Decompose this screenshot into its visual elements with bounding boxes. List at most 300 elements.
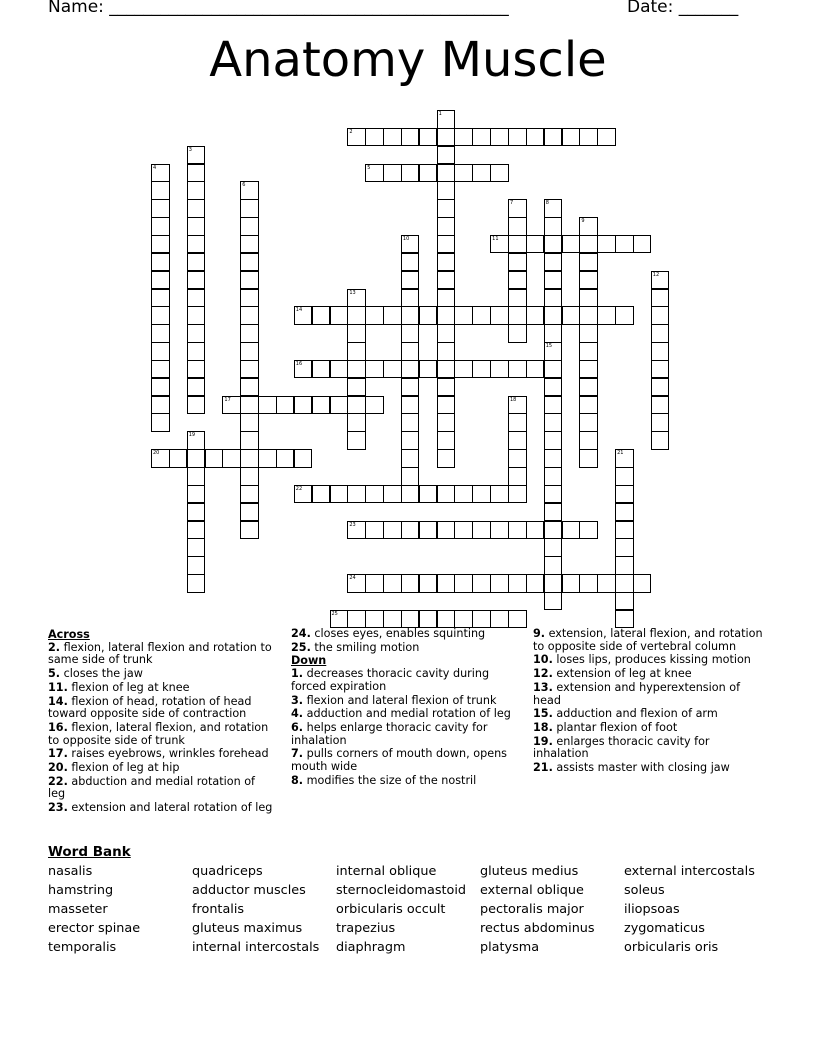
crossword-cell[interactable] bbox=[187, 538, 206, 557]
crossword-cell[interactable] bbox=[401, 306, 420, 325]
crossword-cell[interactable] bbox=[454, 610, 473, 629]
crossword-cell[interactable] bbox=[437, 324, 456, 343]
crossword-cell[interactable] bbox=[615, 610, 634, 629]
crossword-cell[interactable] bbox=[544, 342, 563, 361]
crossword-cell[interactable] bbox=[579, 253, 598, 272]
crossword-cell[interactable] bbox=[401, 449, 420, 468]
crossword-cell[interactable] bbox=[651, 306, 670, 325]
crossword-cell[interactable] bbox=[151, 396, 170, 415]
crossword-cell[interactable] bbox=[240, 271, 259, 290]
crossword-cell[interactable] bbox=[330, 485, 349, 504]
crossword-cell[interactable] bbox=[294, 306, 313, 325]
crossword-cell[interactable] bbox=[526, 574, 545, 593]
crossword-cell[interactable] bbox=[347, 396, 366, 415]
crossword-cell[interactable] bbox=[294, 485, 313, 504]
crossword-cell[interactable] bbox=[365, 164, 384, 183]
crossword-cell[interactable] bbox=[294, 449, 313, 468]
crossword-cell[interactable] bbox=[472, 521, 491, 540]
crossword-cell[interactable] bbox=[544, 378, 563, 397]
crossword-cell[interactable] bbox=[187, 396, 206, 415]
crossword-cell[interactable] bbox=[347, 431, 366, 450]
crossword-cell[interactable] bbox=[258, 449, 277, 468]
crossword-cell[interactable] bbox=[544, 199, 563, 218]
crossword-cell[interactable] bbox=[490, 485, 509, 504]
crossword-cell[interactable] bbox=[383, 521, 402, 540]
crossword-cell[interactable] bbox=[187, 342, 206, 361]
crossword-cell[interactable] bbox=[151, 449, 170, 468]
crossword-cell[interactable] bbox=[579, 378, 598, 397]
crossword-cell[interactable] bbox=[615, 592, 634, 611]
crossword-cell[interactable] bbox=[365, 485, 384, 504]
crossword-cell[interactable] bbox=[579, 521, 598, 540]
crossword-cell[interactable] bbox=[544, 413, 563, 432]
crossword-cell[interactable] bbox=[401, 574, 420, 593]
across-clue: 14. flexion of head, rotation of head toward opposite side of contraction bbox=[48, 694, 252, 721]
crossword-cell[interactable] bbox=[615, 538, 634, 557]
crossword-cell[interactable] bbox=[419, 360, 438, 379]
crossword-cell[interactable] bbox=[240, 253, 259, 272]
crossword-cell[interactable] bbox=[187, 467, 206, 486]
crossword-cell[interactable] bbox=[365, 610, 384, 629]
crossword-cell[interactable] bbox=[579, 413, 598, 432]
crossword-cell[interactable] bbox=[401, 396, 420, 415]
crossword-cell[interactable] bbox=[187, 306, 206, 325]
crossword-cell[interactable] bbox=[508, 485, 527, 504]
crossword-cell[interactable] bbox=[579, 128, 598, 147]
crossword-cell[interactable] bbox=[258, 396, 277, 415]
crossword-cell[interactable] bbox=[401, 128, 420, 147]
crossword-cell[interactable] bbox=[347, 574, 366, 593]
crossword-cell[interactable] bbox=[240, 378, 259, 397]
crossword-cell[interactable] bbox=[579, 342, 598, 361]
crossword-cell[interactable] bbox=[401, 521, 420, 540]
crossword-cell[interactable] bbox=[490, 521, 509, 540]
crossword-cell[interactable] bbox=[490, 574, 509, 593]
crossword-cell[interactable] bbox=[419, 128, 438, 147]
crossword-cell[interactable] bbox=[651, 324, 670, 343]
crossword-cell[interactable] bbox=[544, 449, 563, 468]
crossword-cell[interactable] bbox=[151, 199, 170, 218]
crossword-cell[interactable] bbox=[544, 128, 563, 147]
crossword-cell[interactable] bbox=[615, 521, 634, 540]
across-heading: Across bbox=[48, 628, 90, 641]
crossword-cell[interactable] bbox=[454, 521, 473, 540]
crossword-cell[interactable] bbox=[437, 449, 456, 468]
crossword-cell[interactable] bbox=[347, 521, 366, 540]
crossword-cell[interactable] bbox=[151, 253, 170, 272]
crossword-cell[interactable] bbox=[419, 574, 438, 593]
crossword-cell[interactable] bbox=[365, 396, 384, 415]
crossword-cell[interactable] bbox=[401, 610, 420, 629]
crossword-cell[interactable] bbox=[437, 378, 456, 397]
crossword-cell[interactable] bbox=[294, 360, 313, 379]
crossword-cell[interactable] bbox=[294, 396, 313, 415]
crossword-cell[interactable] bbox=[187, 217, 206, 236]
crossword-cell[interactable] bbox=[437, 431, 456, 450]
crossword-cell[interactable] bbox=[579, 217, 598, 236]
crossword-cell[interactable] bbox=[544, 431, 563, 450]
down-clue: 12. extension of leg at knee bbox=[533, 667, 692, 681]
crossword-cell[interactable] bbox=[508, 360, 527, 379]
crossword-cell[interactable] bbox=[508, 324, 527, 343]
crossword-cell[interactable] bbox=[347, 324, 366, 343]
crossword-cell[interactable] bbox=[615, 485, 634, 504]
crossword-cell[interactable] bbox=[544, 503, 563, 522]
crossword-cell[interactable] bbox=[544, 253, 563, 272]
crossword-cell[interactable] bbox=[437, 413, 456, 432]
crossword-cell[interactable] bbox=[508, 467, 527, 486]
crossword-cell[interactable] bbox=[454, 485, 473, 504]
crossword-cell[interactable] bbox=[187, 181, 206, 200]
crossword-cell[interactable] bbox=[544, 556, 563, 575]
crossword-cell[interactable] bbox=[437, 253, 456, 272]
clue-number: 7 bbox=[510, 200, 514, 207]
crossword-cell[interactable] bbox=[472, 574, 491, 593]
clue-number: 16 bbox=[295, 360, 303, 367]
crossword-cell[interactable] bbox=[508, 413, 527, 432]
crossword-cell[interactable] bbox=[472, 128, 491, 147]
crossword-cell[interactable] bbox=[240, 396, 259, 415]
clue-number: 15 bbox=[545, 343, 553, 350]
crossword-cell[interactable] bbox=[187, 199, 206, 218]
crossword-cell[interactable] bbox=[651, 378, 670, 397]
crossword-cell[interactable] bbox=[383, 610, 402, 629]
crossword-cell[interactable] bbox=[187, 378, 206, 397]
crossword-cell[interactable] bbox=[615, 449, 634, 468]
crossword-cell[interactable] bbox=[437, 146, 456, 165]
crossword-cell[interactable] bbox=[151, 289, 170, 308]
crossword-cell[interactable] bbox=[240, 467, 259, 486]
crossword-cell[interactable] bbox=[151, 271, 170, 290]
crossword-cell[interactable] bbox=[383, 574, 402, 593]
crossword-cell[interactable] bbox=[330, 610, 349, 629]
crossword-cell[interactable] bbox=[544, 235, 563, 254]
crossword-cell[interactable] bbox=[651, 271, 670, 290]
crossword-cell[interactable] bbox=[240, 449, 259, 468]
crossword-cell[interactable] bbox=[562, 235, 581, 254]
crossword-cell[interactable] bbox=[401, 289, 420, 308]
crossword-cell[interactable] bbox=[240, 503, 259, 522]
crossword-cell[interactable] bbox=[187, 431, 206, 450]
crossword-cell[interactable] bbox=[347, 128, 366, 147]
crossword-cell[interactable] bbox=[508, 610, 527, 629]
crossword-cell[interactable] bbox=[508, 199, 527, 218]
crossword-cell[interactable] bbox=[490, 128, 509, 147]
crossword-cell[interactable] bbox=[651, 431, 670, 450]
word-bank-word: sternocleidomastoid bbox=[336, 883, 467, 898]
crossword-cell[interactable] bbox=[347, 378, 366, 397]
crossword-cell[interactable] bbox=[437, 128, 456, 147]
crossword-cell[interactable] bbox=[419, 521, 438, 540]
crossword-cell[interactable] bbox=[187, 164, 206, 183]
crossword-cell[interactable] bbox=[579, 306, 598, 325]
crossword-cell[interactable] bbox=[187, 485, 206, 504]
crossword-cell[interactable] bbox=[437, 110, 456, 129]
crossword-cell[interactable] bbox=[205, 449, 224, 468]
crossword-cell[interactable] bbox=[579, 360, 598, 379]
crossword-cell[interactable] bbox=[526, 521, 545, 540]
crossword-cell[interactable] bbox=[544, 521, 563, 540]
crossword-cell[interactable] bbox=[365, 521, 384, 540]
crossword-cell[interactable] bbox=[330, 396, 349, 415]
crossword-cell[interactable] bbox=[544, 592, 563, 611]
crossword-cell[interactable] bbox=[437, 199, 456, 218]
crossword-cell[interactable] bbox=[508, 306, 527, 325]
crossword-cell[interactable] bbox=[240, 431, 259, 450]
date-field-label: Date: _______ bbox=[627, 0, 739, 17]
crossword-cell[interactable] bbox=[187, 235, 206, 254]
crossword-cell[interactable] bbox=[544, 467, 563, 486]
crossword-cell[interactable] bbox=[437, 521, 456, 540]
crossword-cell[interactable] bbox=[240, 360, 259, 379]
crossword-cell[interactable] bbox=[437, 610, 456, 629]
crossword-cell[interactable] bbox=[151, 324, 170, 343]
crossword-cell[interactable] bbox=[419, 485, 438, 504]
crossword-cell[interactable] bbox=[651, 289, 670, 308]
crossword-cell[interactable] bbox=[472, 360, 491, 379]
crossword-cell[interactable] bbox=[508, 431, 527, 450]
crossword-cell[interactable] bbox=[151, 217, 170, 236]
crossword-cell[interactable] bbox=[240, 485, 259, 504]
crossword-cell[interactable] bbox=[615, 556, 634, 575]
crossword-cell[interactable] bbox=[597, 306, 616, 325]
crossword-cell[interactable] bbox=[401, 235, 420, 254]
crossword-cell[interactable] bbox=[437, 574, 456, 593]
crossword-cell[interactable] bbox=[187, 574, 206, 593]
crossword-cell[interactable] bbox=[437, 181, 456, 200]
crossword-cell[interactable] bbox=[544, 538, 563, 557]
crossword-cell[interactable] bbox=[312, 485, 331, 504]
crossword-cell[interactable] bbox=[240, 413, 259, 432]
crossword-cell[interactable] bbox=[240, 521, 259, 540]
crossword-cell[interactable] bbox=[347, 610, 366, 629]
crossword-cell[interactable] bbox=[240, 235, 259, 254]
crossword-cell[interactable] bbox=[597, 235, 616, 254]
crossword-cell[interactable] bbox=[508, 396, 527, 415]
crossword-cell[interactable] bbox=[383, 360, 402, 379]
crossword-cell[interactable] bbox=[633, 574, 652, 593]
crossword-cell[interactable] bbox=[454, 306, 473, 325]
crossword-cell[interactable] bbox=[454, 574, 473, 593]
crossword-cell[interactable] bbox=[508, 289, 527, 308]
crossword-cell[interactable] bbox=[508, 128, 527, 147]
crossword-cell[interactable] bbox=[544, 324, 563, 343]
crossword-cell[interactable] bbox=[151, 181, 170, 200]
crossword-cell[interactable] bbox=[240, 181, 259, 200]
crossword-cell[interactable] bbox=[597, 574, 616, 593]
crossword-cell[interactable] bbox=[437, 485, 456, 504]
crossword-cell[interactable] bbox=[347, 485, 366, 504]
crossword-cell[interactable] bbox=[401, 413, 420, 432]
crossword-cell[interactable] bbox=[151, 413, 170, 432]
crossword-cell[interactable] bbox=[490, 360, 509, 379]
crossword-cell[interactable] bbox=[615, 467, 634, 486]
crossword-cell[interactable] bbox=[526, 235, 545, 254]
crossword-cell[interactable] bbox=[151, 164, 170, 183]
crossword-cell[interactable] bbox=[330, 306, 349, 325]
crossword-cell[interactable] bbox=[240, 289, 259, 308]
crossword-cell[interactable] bbox=[240, 324, 259, 343]
crossword-cell[interactable] bbox=[615, 235, 634, 254]
crossword-cell[interactable] bbox=[579, 235, 598, 254]
crossword-cell[interactable] bbox=[365, 306, 384, 325]
crossword-cell[interactable] bbox=[562, 521, 581, 540]
crossword-cell[interactable] bbox=[579, 324, 598, 343]
crossword-cell[interactable] bbox=[187, 289, 206, 308]
crossword-cell[interactable] bbox=[472, 485, 491, 504]
crossword-cell[interactable] bbox=[401, 253, 420, 272]
crossword-cell[interactable] bbox=[437, 360, 456, 379]
crossword-cell[interactable] bbox=[419, 610, 438, 629]
crossword-cell[interactable] bbox=[544, 396, 563, 415]
crossword-cell[interactable] bbox=[187, 271, 206, 290]
crossword-cell[interactable] bbox=[419, 306, 438, 325]
crossword-cell[interactable] bbox=[437, 289, 456, 308]
crossword-cell[interactable] bbox=[597, 128, 616, 147]
crossword-cell[interactable] bbox=[490, 306, 509, 325]
crossword-cell[interactable] bbox=[151, 378, 170, 397]
word-bank-word: quadriceps bbox=[192, 864, 263, 879]
crossword-cell[interactable] bbox=[312, 360, 331, 379]
crossword-cell[interactable] bbox=[347, 342, 366, 361]
crossword-cell[interactable] bbox=[240, 199, 259, 218]
crossword-cell[interactable] bbox=[437, 217, 456, 236]
crossword-cell[interactable] bbox=[347, 306, 366, 325]
crossword-cell[interactable] bbox=[169, 449, 188, 468]
crossword-cell[interactable] bbox=[526, 128, 545, 147]
crossword-cell[interactable] bbox=[633, 235, 652, 254]
crossword-cell[interactable] bbox=[347, 413, 366, 432]
crossword-cell[interactable] bbox=[276, 449, 295, 468]
crossword-cell[interactable] bbox=[472, 306, 491, 325]
crossword-cell[interactable] bbox=[187, 556, 206, 575]
crossword-cell[interactable] bbox=[276, 396, 295, 415]
word-bank-word: gluteus maximus bbox=[192, 921, 303, 936]
crossword-cell[interactable] bbox=[383, 306, 402, 325]
crossword-cell[interactable] bbox=[383, 128, 402, 147]
crossword-cell[interactable] bbox=[562, 128, 581, 147]
crossword-cell[interactable] bbox=[454, 128, 473, 147]
crossword-cell[interactable] bbox=[365, 360, 384, 379]
crossword-cell[interactable] bbox=[490, 235, 509, 254]
crossword-cell[interactable] bbox=[615, 306, 634, 325]
crossword-cell[interactable] bbox=[401, 342, 420, 361]
crossword-cell[interactable] bbox=[508, 449, 527, 468]
crossword-cell[interactable] bbox=[151, 342, 170, 361]
crossword-cell[interactable] bbox=[544, 574, 563, 593]
crossword-cell[interactable] bbox=[437, 342, 456, 361]
crossword-cell[interactable] bbox=[508, 253, 527, 272]
crossword-cell[interactable] bbox=[401, 271, 420, 290]
crossword-cell[interactable] bbox=[330, 360, 349, 379]
crossword-cell[interactable] bbox=[508, 521, 527, 540]
crossword-cell[interactable] bbox=[544, 271, 563, 290]
crossword-cell[interactable] bbox=[151, 360, 170, 379]
crossword-cell[interactable] bbox=[312, 396, 331, 415]
crossword-cell[interactable] bbox=[401, 467, 420, 486]
crossword-cell[interactable] bbox=[240, 342, 259, 361]
crossword-cell[interactable] bbox=[222, 449, 241, 468]
crossword-cell[interactable] bbox=[187, 253, 206, 272]
crossword-cell[interactable] bbox=[383, 485, 402, 504]
crossword-cell[interactable] bbox=[437, 396, 456, 415]
crossword-cell[interactable] bbox=[651, 396, 670, 415]
crossword-cell[interactable] bbox=[437, 235, 456, 254]
crossword-cell[interactable] bbox=[579, 396, 598, 415]
crossword-cell[interactable] bbox=[437, 271, 456, 290]
crossword-cell[interactable] bbox=[562, 306, 581, 325]
crossword-cell[interactable] bbox=[187, 360, 206, 379]
crossword-cell[interactable] bbox=[544, 306, 563, 325]
crossword-cell[interactable] bbox=[579, 574, 598, 593]
crossword-cell[interactable] bbox=[579, 289, 598, 308]
crossword-cell[interactable] bbox=[615, 574, 634, 593]
crossword-cell[interactable] bbox=[187, 324, 206, 343]
crossword-cell[interactable] bbox=[437, 164, 456, 183]
crossword-cell[interactable] bbox=[472, 610, 491, 629]
crossword-cell[interactable] bbox=[508, 271, 527, 290]
crossword-cell[interactable] bbox=[187, 449, 206, 468]
crossword-cell[interactable] bbox=[365, 128, 384, 147]
clues-column-2 bbox=[291, 628, 516, 788]
crossword-cell[interactable] bbox=[151, 235, 170, 254]
crossword-cell[interactable] bbox=[347, 360, 366, 379]
crossword-cell[interactable] bbox=[562, 574, 581, 593]
crossword-cell[interactable] bbox=[615, 503, 634, 522]
crossword-cell[interactable] bbox=[347, 289, 366, 308]
crossword-cell[interactable] bbox=[312, 306, 331, 325]
crossword-cell[interactable] bbox=[472, 164, 491, 183]
crossword-cell[interactable] bbox=[544, 360, 563, 379]
crossword-cell[interactable] bbox=[651, 413, 670, 432]
crossword-cell[interactable] bbox=[526, 360, 545, 379]
crossword-cell[interactable] bbox=[508, 574, 527, 593]
crossword-cell[interactable] bbox=[490, 164, 509, 183]
crossword-cell[interactable] bbox=[240, 306, 259, 325]
crossword-cell[interactable] bbox=[651, 342, 670, 361]
crossword-cell[interactable] bbox=[222, 396, 241, 415]
crossword-cell[interactable] bbox=[454, 164, 473, 183]
crossword-cell[interactable] bbox=[508, 235, 527, 254]
crossword-cell[interactable] bbox=[151, 306, 170, 325]
crossword-cell[interactable] bbox=[240, 217, 259, 236]
crossword-cell[interactable] bbox=[651, 360, 670, 379]
crossword-cell[interactable] bbox=[401, 324, 420, 343]
crossword-cell[interactable] bbox=[579, 449, 598, 468]
crossword-cell[interactable] bbox=[419, 164, 438, 183]
crossword-cell[interactable] bbox=[544, 289, 563, 308]
crossword-cell[interactable] bbox=[401, 431, 420, 450]
crossword-cell[interactable] bbox=[544, 485, 563, 504]
crossword-cell[interactable] bbox=[187, 146, 206, 165]
crossword-cell[interactable] bbox=[401, 360, 420, 379]
crossword-cell[interactable] bbox=[383, 164, 402, 183]
crossword-cell[interactable] bbox=[526, 306, 545, 325]
crossword-cell[interactable] bbox=[544, 217, 563, 236]
crossword-cell[interactable] bbox=[401, 485, 420, 504]
crossword-cell[interactable] bbox=[454, 360, 473, 379]
crossword-cell[interactable] bbox=[579, 431, 598, 450]
crossword-cell[interactable] bbox=[401, 378, 420, 397]
crossword-cell[interactable] bbox=[508, 217, 527, 236]
crossword-cell[interactable] bbox=[187, 521, 206, 540]
crossword-cell[interactable] bbox=[437, 306, 456, 325]
crossword-cell[interactable] bbox=[401, 164, 420, 183]
crossword-cell[interactable] bbox=[490, 610, 509, 629]
crossword-cell[interactable] bbox=[187, 503, 206, 522]
crossword-cell[interactable] bbox=[579, 271, 598, 290]
crossword-cell[interactable] bbox=[365, 574, 384, 593]
